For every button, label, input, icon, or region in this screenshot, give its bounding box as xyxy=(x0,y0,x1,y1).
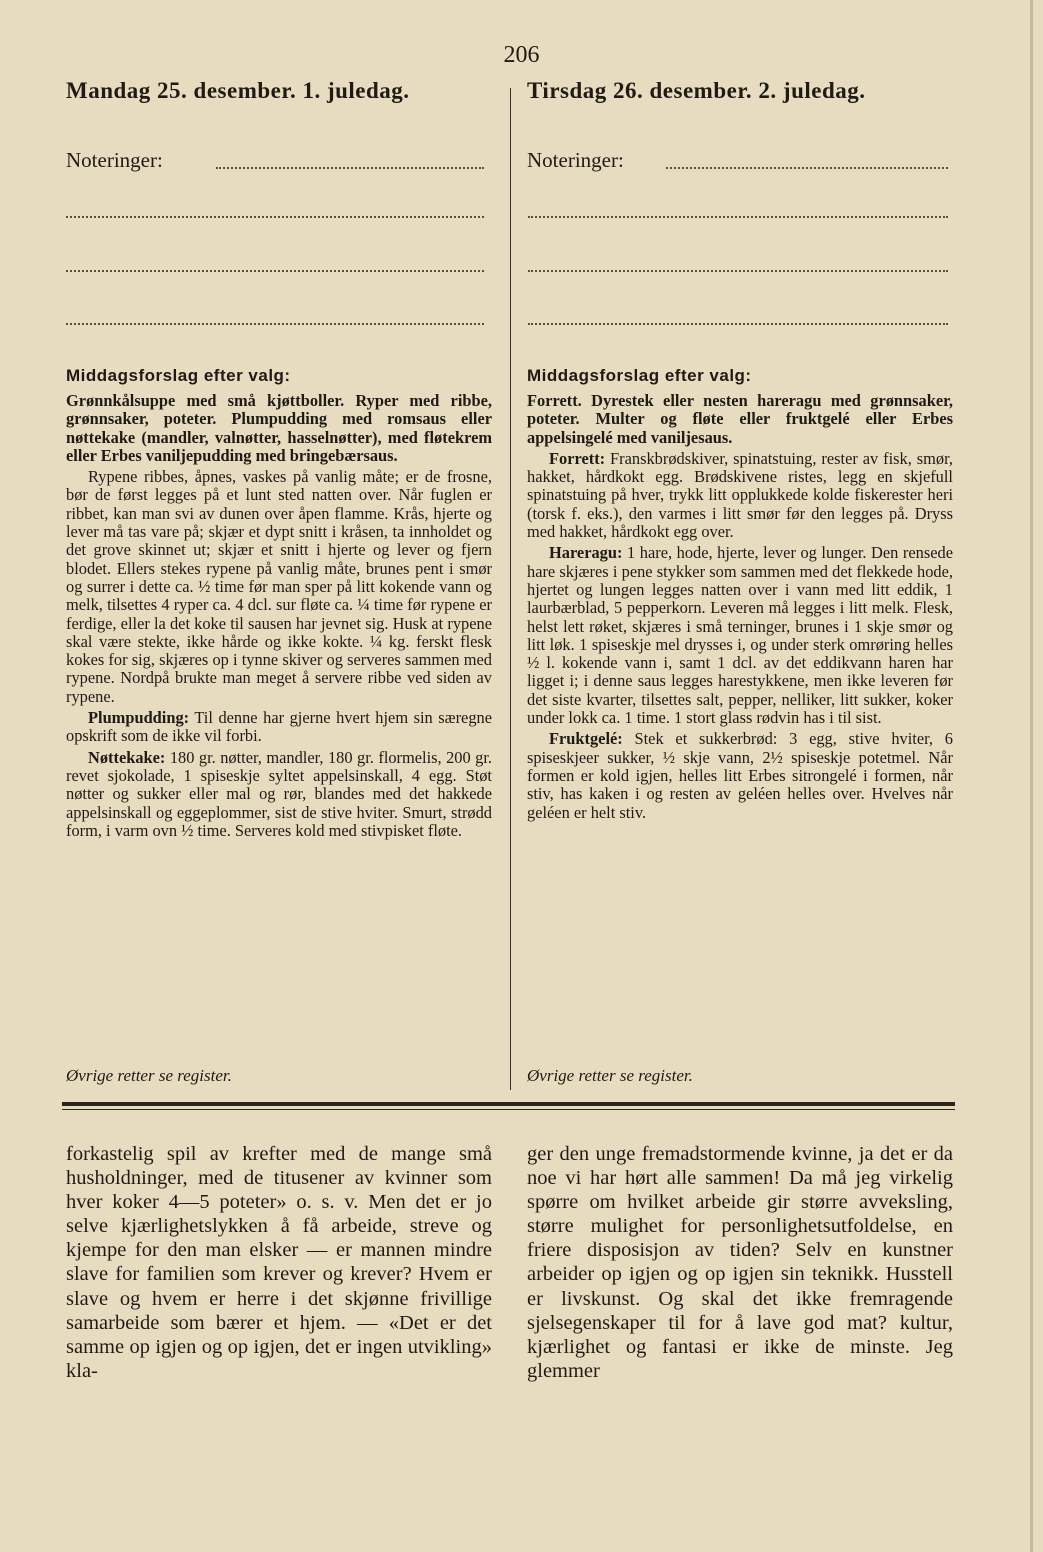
article-right-text: ger den unge fremadstormende kvinne, ja det er da noe vi har hørt alle sammen! Da må jeg virkelig spørre om hvilket arbeide gir større avveksling, større mulighet for personlighetsutfoldelse, en friere disposisjon av tiden? Selv en kunstner arbeider op igjen og op igjen sin teknikk. Husstell er livskunst. Og skal det ikke fremragende sjelsegenskaper til for å lave god mat? kultur, kjærlighet og fantasi er ikke de minste. Jeg glemmer xyxy=(527,1143,953,1382)
right-suggestion-heading: Middagsforslag efter valg: xyxy=(527,366,752,385)
right-forrett-paragraph xyxy=(527,450,953,541)
forrett-label: Forrett: xyxy=(549,448,606,468)
section-divider-thin xyxy=(62,1109,955,1110)
right-notes-line-1 xyxy=(666,167,948,169)
page-edge-shadow xyxy=(1030,0,1033,1552)
section-divider-thick xyxy=(62,1102,955,1106)
right-hareragu-paragraph xyxy=(527,544,953,727)
article-left-text: forkastelig spil av krefter med de mange små husholdninger, med de titusener av kvinner som hver koker 4—5 poteter» o. s. v. Men det er jo selve kjærlighetslykken å få arbeide, streve og kjempe for den man elsker — er mannen mindre slave for familien som krever og krever? Hvem er slave og hvem er herre i det skjønne frivillige samarbeide som bærer et hjem. — «Det er det samme op igjen og op igjen, det er ingen utvikling» kla- xyxy=(66,1143,492,1382)
plumpudding-text: Til denne har gjerne hvert hjem sin særegne opskrift som de ikke vil forbi. xyxy=(66,708,492,746)
column-divider xyxy=(510,88,511,1090)
right-notes-line-2 xyxy=(528,216,948,218)
nottekake-text: 180 gr. nøtter, mandler, 180 gr. flormelis, 200 gr. revet sjokolade, 1 spiseskje syltet appelsinskall, 4 egg. Støt nøtter og sukker eller mal og rør, blandes med det hakkede appelsinskall og eggeplommer, sist de stive hviter. Smurt, strødd form, i varm ovn ½ time. Serveres kold med stivpisket fløte. xyxy=(66,747,492,840)
left-notes-line-2 xyxy=(66,216,484,218)
left-recipe-column xyxy=(66,392,492,843)
right-notes-line-4 xyxy=(528,323,948,325)
article-right-column xyxy=(527,1142,953,1383)
right-notes-line-3 xyxy=(528,270,948,272)
left-footer-note: Øvrige retter se register. xyxy=(66,1066,232,1085)
page-number: 206 xyxy=(503,42,540,68)
left-notes-line-1 xyxy=(216,167,484,169)
left-menu-text: Grønnkålsuppe med små kjøttboller. Ryper med ribbe, grønnsaker, poteter. Plumpudding med romsaus eller nøttekake (mandler, valnøtter, hasselnøtter), med fløtekrem eller Erbes vaniljepudding med bringebærsaus. xyxy=(66,391,492,465)
left-suggestion-heading: Middagsforslag efter valg: xyxy=(66,366,291,385)
right-notes-label: Noteringer: xyxy=(527,148,624,172)
plumpudding-label: Plumpudding: xyxy=(88,708,190,728)
article-left-column xyxy=(66,1142,492,1383)
hareragu-text: 1 hare, hode, hjerte, lever og lunger. Den rensede hare skjæres i pene stykker som sammen med det flekkede hode, hjertet og lungen legges natten over i vann med litt eddik, 1 laurbærblad, 5 pepperkorn. Leveren må legges i litt melk. Flesk, helst lett røket, skjæres i små terninger, brunes i 1 skje smør og litt løk. 1 spiseskje mel drysses i, og under sterk omrøring helles ½ l. kokende vann i, samt 1 dcl. av det eddikvann haren har ligget i; i denne saus legges harestykkene, men ikke leveren før det siste kvarter, tilsettes salt, pepper, nelliker, litt sukker, koker under lokk ca. 1 time. 1 stort glass rødvin has i til sist. xyxy=(527,543,953,728)
hareragu-label: Hareragu: xyxy=(549,543,623,563)
right-recipe-column xyxy=(527,392,953,825)
left-recipe-paragraph: Rypene ribbes, åpnes, vaskes på vanlig måte; er de frosne, bør de først legges på et lunt sted natten over. Når fuglen er ribbet, kan man svi av dunen over åpen flamme. Krås, hjerte og lever må tas vare på; skjær et dypt snitt i kråsen, ta innholdet og det grove skinnet ut; skjær et snitt i hjerte og lever og fjern blodet. Ellers stekes rypene på vanlig måte, brunes pent i smør og surrer i dette ca. ½ time før man sper på litt kokende vann og melk, tilsettes 4 ryper ca. 4 dcl. sur fløte ca. ¼ time før rypene er ferdige, eller la det koke til sausen har jevnet sig. Husk at rypene skal være stekte, ikke hårde og ikke kokte. ¼ kg. ferskt flesk kokes for sig, skjæres op i tynne skiver og serveres sammen med rypene. Nordpå brukte man meget å servere ribbe ved siden av rypene. xyxy=(66,467,492,706)
left-notes-line-4 xyxy=(66,323,484,325)
right-footer-note: Øvrige retter se register. xyxy=(527,1066,693,1085)
right-fruktgele-paragraph xyxy=(527,730,953,821)
left-day-heading: Mandag 25. desember. 1. juledag. xyxy=(66,78,410,103)
fruktgele-text: Stek et sukkerbrød: 3 egg, stive hviter, 6 spiseskjeer sukker, ½ skje vann, 2½ spiseskje potetmel. Når formen er kold igjen, helles litt Erbes sitrongelé i formen, når stiv, has kaken i og resten av geléen helles over. Hvelves når geléen er helt stiv. xyxy=(527,729,953,822)
forrett-text: Franskbrødskiver, spinatstuing, rester av fisk, smør, hakket, hårdkokt egg. Brødskivene ristes, legg en skjefull spinatstuing på hver, trykk litt opplukkede kolde fiskerester heri (torsk f. eks.), den varmes i litt smør før den legges på. Dryss med hakket, hårdkokt egg over. xyxy=(527,448,953,542)
nottekake-label: Nøttekake: xyxy=(88,747,166,767)
right-day-heading: Tirsdag 26. desember. 2. juledag. xyxy=(527,78,866,103)
left-plumpudding-paragraph xyxy=(66,709,492,746)
left-notes-label: Noteringer: xyxy=(66,148,163,172)
left-nottekake-paragraph xyxy=(66,749,492,840)
left-notes-line-3 xyxy=(66,270,484,272)
fruktgele-label: Fruktgelé: xyxy=(549,729,623,749)
right-menu-text: Forrett. Dyrestek eller nesten hareragu med grønnsaker, poteter. Multer og fløte eller fruktgelé eller Erbes appelsingelé med vaniljesaus. xyxy=(527,391,953,447)
